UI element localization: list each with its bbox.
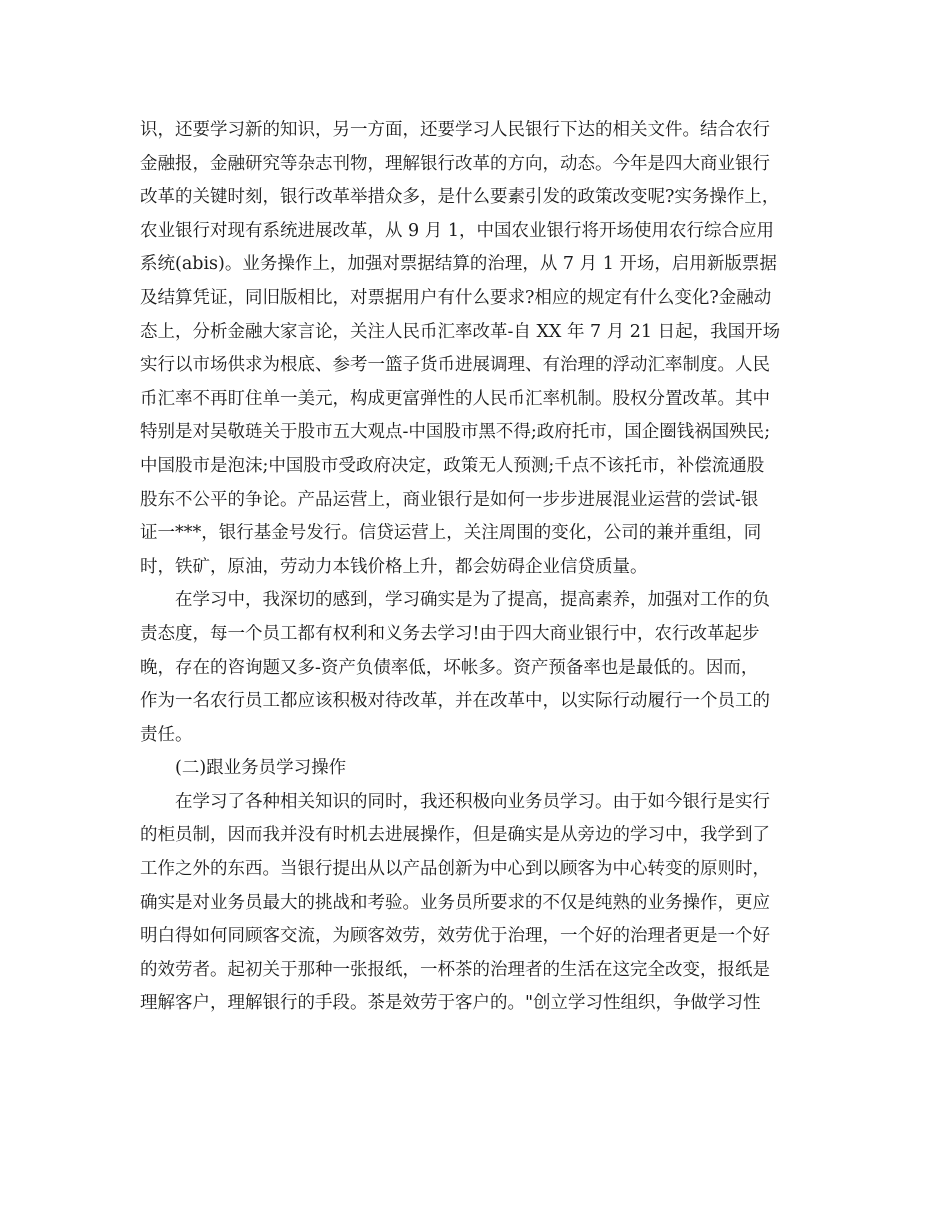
text-line: 晚，存在的咨询题又多-资产负债率低，坏帐多。资产预备率也是最低的。因而，: [140, 657, 759, 678]
text-line: 实行以市场供求为根底、参考一篮子货币进展调理、有治理的浮动汇率制度。人民: [140, 355, 770, 376]
text-line: 金融报，金融研究等杂志刊物，理解银行改革的方向，动态。今年是四大商业银行: [140, 153, 770, 174]
text-line: 及结算凭证，同旧版相比，对票据用户有什么要求?相应的规定有什么变化?金融动: [140, 287, 772, 308]
section-heading-text: (二)跟业务员学习操作: [175, 758, 347, 779]
section-heading: [140, 752, 820, 786]
text-line: 的效劳者。起初关于那种一张报纸，一杯茶的治理者的生活在这完全改变，报纸是: [140, 959, 770, 980]
text-line: 股东不公平的争论。产品运营上，商业银行是如何一步步进展混业运营的尝试-银: [140, 489, 759, 510]
text-line: 在学习中，我深切的感到，学习确实是为了提高，提高素养，加强对工作的负: [175, 590, 770, 611]
text-line: 责任。: [140, 724, 193, 745]
paragraph-2: [140, 584, 820, 752]
text-line: 的柜员制，因而我并没有时机去进展操作，但是确实是从旁边的学习中，我学到了: [140, 825, 770, 846]
text-line: 明白得如何同顾客交流，为顾客效劳，效劳优于治理，一个好的治理者更是一个好: [140, 926, 770, 947]
text-line: 工作之外的东西。当银行提出从以产品创新为中心到以顾客为中心转变的原则时，: [140, 859, 770, 880]
text-line: 时，铁矿，原油，劳动力本钱价格上升，都会妨碍企业信贷质量。: [140, 556, 648, 577]
text-line: 币汇率不再盯住单一美元，构成更富弹性的人民币汇率机制。股权分置改革。其中: [140, 388, 770, 409]
text-line: 中国股市是泡沫;中国股市受政府决定，政策无人预测;千点不该托市，补偿流通股: [140, 455, 765, 476]
text-line: 证一***，银行基金号发行。信贷运营上，关注周围的变化，公司的兼并重组，同: [140, 523, 762, 544]
text-line: 识，还要学习新的知识，另一方面，还要学习人民银行下达的相关文件。结合农行: [140, 120, 770, 140]
text-line: 特别是对吴敬琏关于股市五大观点-中国股市黑不得;政府托市，国企圈钱祸国殃民;: [140, 422, 771, 443]
text-line: 系统(abis)。业务操作上，加强对票据结算的治理，从 7 月 1 开场，启用新版票据: [140, 254, 777, 275]
text-line: 责态度，每一个员工都有权利和义务去学习!由于四大商业银行中，农行改革起步: [140, 623, 760, 644]
paragraph-1: [140, 114, 820, 584]
document-body: [140, 114, 820, 1021]
text-line: 确实是对业务员最大的挑战和考验。业务员所要求的不仅是纯熟的业务操作，更应: [140, 892, 770, 913]
text-line: 改革的关键时刻，银行改革举措众多，是什么要素引发的政策改变呢?实务操作上，: [140, 187, 780, 208]
text-line: 态上，分析金融大家言论，关注人民币汇率改革-自 XX 年 7 月 21 日起，我国开场: [140, 321, 781, 342]
text-line: 在学习了各种相关知识的同时，我还积极向业务员学习。由于如今银行是实行: [175, 791, 770, 812]
text-line: 理解客户，理解银行的手段。茶是效劳于客户的。"创立学习性组织，争做学习性: [140, 993, 761, 1014]
paragraph-3: [140, 786, 820, 1021]
text-line: 作为一名农行员工都应该积极对待改革，并在改革中，以实际行动履行一个员工的: [140, 691, 770, 712]
text-line: 农业银行对现有系统进展改革，从 9 月 1，中国农业银行将开场使用农行综合应用: [140, 220, 774, 241]
